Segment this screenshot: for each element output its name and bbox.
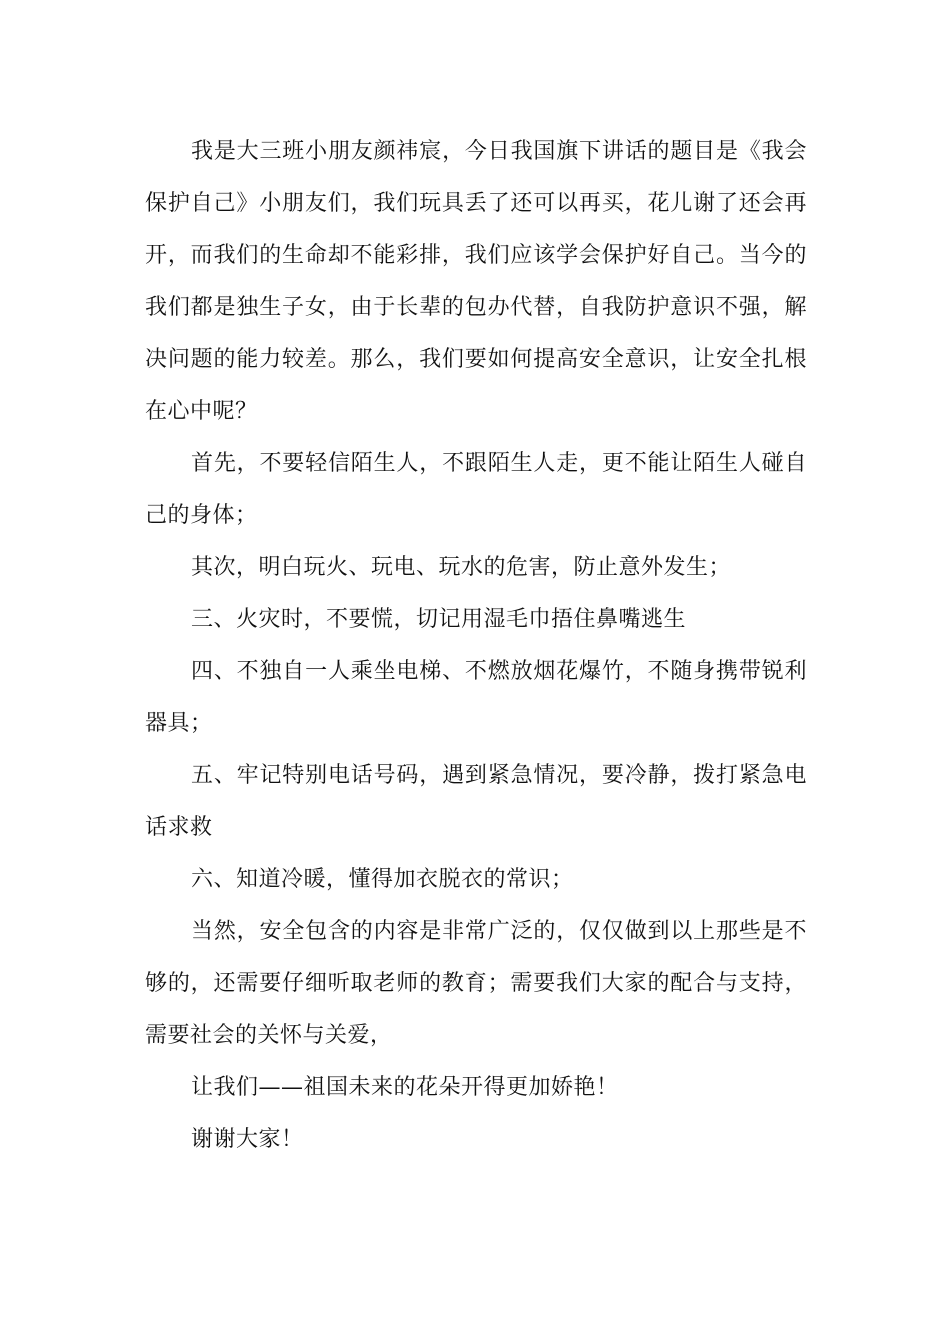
document-body <box>145 126 807 1166</box>
paragraph-first: 首先，不要轻信陌生人，不跟陌生人走，更不能让陌生人碰自己的身体； <box>145 451 807 528</box>
paragraph-thanks: 谢谢大家！ <box>191 1127 304 1152</box>
paragraph-second: 其次，明白玩火、玩电、玩水的危害，防止意外发生； <box>191 555 732 580</box>
paragraph-fourth: 四、不独自一人乘坐电梯、不燃放烟花爆竹，不随身携带锐利器具； <box>145 659 807 736</box>
paragraph-fifth: 五、牢记特别电话号码，遇到紧急情况，要冷静，拨打紧急电话求救 <box>145 763 807 840</box>
paragraph-third: 三、火灾时，不要慌，切记用湿毛巾捂住鼻嘴逃生 <box>191 607 687 632</box>
paragraph-conclusion: 当然，安全包含的内容是非常广泛的，仅仅做到以上那些是不够的，还需要仔细听取老师的教育；需要我们大家的配合与支持，需要社会的关怀与关爱， <box>145 919 807 1048</box>
paragraph-intro: 我是大三班小朋友颜祎宸，今日我国旗下讲话的题目是《我会保护自己》小朋友们，我们玩具丢了还可以再买，花儿谢了还会再开，而我们的生命却不能彩排，我们应该学会保护好自己。当今的我们都是独生子女，由于长辈的包办代替，自我防护意识不强，解决问题的能力较差。那么，我们要如何提高安全意识，让安全扎根在心中呢？ <box>145 139 807 424</box>
paragraph-sixth: 六、知道冷暖，懂得加衣脱衣的常识； <box>191 867 574 892</box>
paragraph-closing-wish: 让我们——祖国未来的花朵开得更加娇艳！ <box>191 1075 619 1100</box>
